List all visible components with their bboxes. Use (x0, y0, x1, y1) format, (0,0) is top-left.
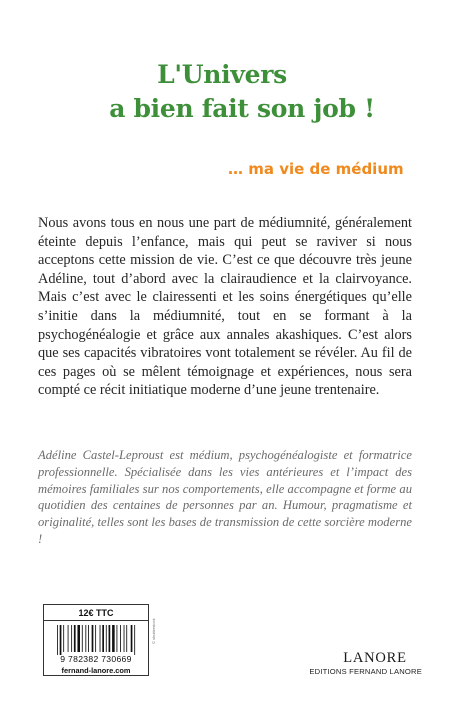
publisher-website: fernand-lanore.com (61, 666, 131, 675)
publisher-logo: LANORE (343, 650, 407, 666)
price-barcode-box (43, 604, 149, 676)
title-line-1: L'Univers (157, 60, 287, 89)
back-cover-blurb: Nous avons tous en nous une part de médiumnité, généralement éteinte depuis l’enfance, mais qui peut se raviver si nous acceptons cette mission de vie. C’est ce que découvre très jeune Adéline, tout d’abord avec la clairaudience et la clairvoyance. Mais c’est avec le clairessenti et les soins énergétiques qu’elle s’initie dans la médiumnité, tout en se formant à la psychogénéalogie et grâce aux annales akashiques. C’est alors que ses capacités vibratoires vont totalement se révéler. Au fil de ces pages où se mêlent témoignage et expériences, nous sera compté ce récit initiatique moderne d’une jeune trentenaire. (38, 215, 412, 399)
title-line-2: a bien fait son job ! (109, 94, 375, 123)
publisher-name: EDITIONS FERNAND LANORE (309, 667, 422, 676)
price-label: 12€ TTC (78, 608, 114, 618)
barcode-icon (55, 625, 139, 657)
price-divider (44, 620, 148, 621)
book-title (0, 58, 450, 126)
author-bio: Adéline Castel-Leproust est médium, psychogénéalogiste et formatrice professionnelle. Spécialisée dans les vies antérieures et l’impact des mémoires familiales sur nos comportements, elle accompagne et forme au quotidien des centaines de personnes par an. Humour, pragmatisme et originalité, telles sont les bases de transmission de cette sorcière moderne ! (38, 448, 412, 546)
isbn-number: 9 782382 730669 (60, 654, 132, 664)
book-subtitle: … ma vie de médium (228, 160, 404, 178)
photo-credits: © shutterstock (151, 618, 156, 644)
